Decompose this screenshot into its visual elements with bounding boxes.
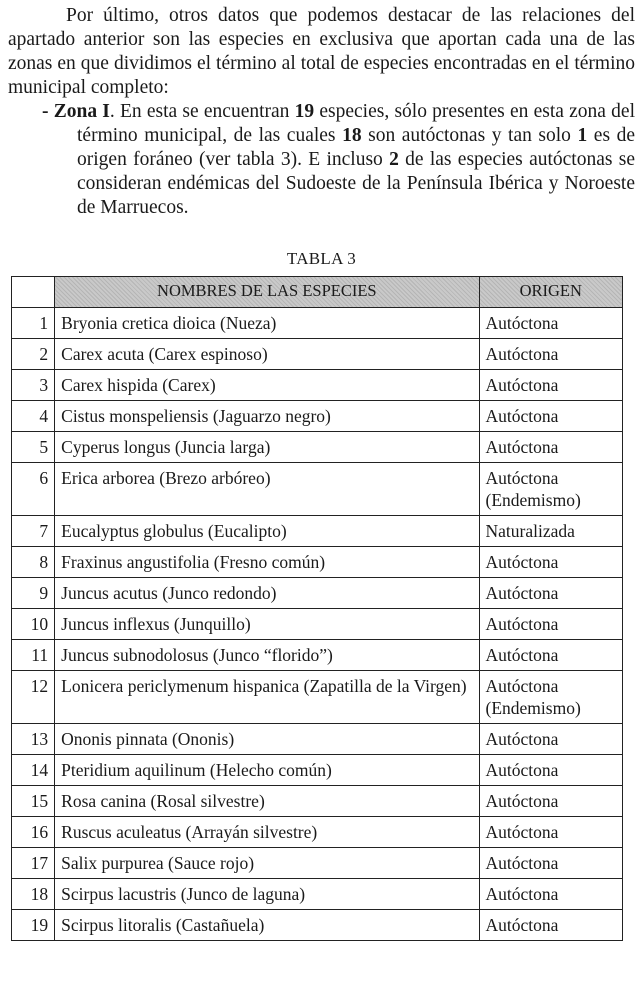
row-number: 2	[12, 339, 55, 370]
species-origin	[479, 879, 622, 910]
species-origin	[479, 786, 622, 817]
table-row	[12, 755, 623, 786]
species-origin	[479, 578, 622, 609]
table-row	[12, 848, 623, 879]
species-name: Scirpus lacustris (Junco de laguna)	[55, 879, 479, 910]
table-row	[12, 724, 623, 755]
zone-text-3: son autóctonas y tan solo	[361, 125, 578, 146]
row-number: 8	[12, 547, 55, 578]
origin-value: Naturalizada	[485, 521, 575, 541]
zone-item	[42, 100, 635, 220]
row-number: 18	[12, 879, 55, 910]
origin-value: Autóctona	[485, 760, 559, 780]
species-table	[11, 276, 623, 941]
header-number	[12, 277, 55, 308]
origin-value: Autóctona	[485, 583, 559, 603]
species-origin	[479, 671, 622, 724]
species-origin	[479, 308, 622, 339]
table-header-row	[12, 277, 623, 308]
species-name: Juncus subnodolosus (Junco “florido”)	[55, 640, 479, 671]
species-name: Pteridium aquilinum (Helecho común)	[55, 755, 479, 786]
row-number: 12	[12, 671, 55, 724]
species-name: Lonicera periclymenum hispanica (Zapatilla de la Virgen)	[55, 671, 479, 724]
table-row	[12, 463, 623, 516]
species-origin	[479, 910, 622, 941]
species-origin	[479, 817, 622, 848]
table-caption: TABLA 3	[286, 249, 357, 268]
species-name: Juncus inflexus (Junquillo)	[55, 609, 479, 640]
species-origin	[479, 401, 622, 432]
species-name: Salix purpurea (Sauce rojo)	[55, 848, 479, 879]
species-name: Rosa canina (Rosal silvestre)	[55, 786, 479, 817]
species-name: Eucalyptus globulus (Eucalipto)	[55, 516, 479, 547]
table-row	[12, 786, 623, 817]
row-number: 19	[12, 910, 55, 941]
zone-text-4: es de origen foráneo (ver tabla 3). E incluso	[77, 125, 635, 170]
row-number: 7	[12, 516, 55, 547]
species-origin	[479, 432, 622, 463]
species-origin	[479, 370, 622, 401]
origin-note: (Endemismo)	[485, 698, 581, 718]
row-number: 10	[12, 609, 55, 640]
table-row	[12, 817, 623, 848]
row-number: 5	[12, 432, 55, 463]
species-origin	[479, 609, 622, 640]
row-number: 1	[12, 308, 55, 339]
row-number: 3	[12, 370, 55, 401]
species-name: Juncus acutus (Junco redondo)	[55, 578, 479, 609]
species-name: Carex hispida (Carex)	[55, 370, 479, 401]
zone-text-1: . En esta se encuentran	[109, 101, 295, 122]
origin-value: Autóctona	[485, 791, 559, 811]
species-origin	[479, 755, 622, 786]
row-number: 11	[12, 640, 55, 671]
table-row	[12, 547, 623, 578]
table-row	[12, 609, 623, 640]
species-origin	[479, 339, 622, 370]
table-row	[12, 339, 623, 370]
header-origin: ORIGEN	[479, 277, 622, 308]
species-name: Ruscus aculeatus (Arrayán silvestre)	[55, 817, 479, 848]
table-row	[12, 516, 623, 547]
species-name: Carex acuta (Carex espinoso)	[55, 339, 479, 370]
intro-paragraph: Por último, otros datos que podemos destacar de las relaciones del apartado anterior son las especies en exclusiva que aportan cada una de las zonas en que dividimos el término al total de especies encontradas en el término municipal completo:	[8, 5, 635, 98]
origin-note: (Endemismo)	[485, 490, 581, 510]
table-row	[12, 671, 623, 724]
table-body	[12, 308, 623, 941]
origin-value: Autóctona	[485, 468, 559, 488]
species-origin	[479, 547, 622, 578]
table-row	[12, 640, 623, 671]
row-number: 16	[12, 817, 55, 848]
row-number: 9	[12, 578, 55, 609]
table-row	[12, 910, 623, 941]
species-origin	[479, 640, 622, 671]
species-origin	[479, 724, 622, 755]
species-origin	[479, 848, 622, 879]
row-number: 13	[12, 724, 55, 755]
origin-value: Autóctona	[485, 406, 559, 426]
species-name: Erica arborea (Brezo arbóreo)	[55, 463, 479, 516]
species-name: Fraxinus angustifolia (Fresno común)	[55, 547, 479, 578]
table-row	[12, 370, 623, 401]
zone-text-2: especies, sólo presentes en esta zona del término municipal, de las cuales	[77, 101, 635, 146]
origin-value: Autóctona	[485, 313, 559, 333]
table-row	[12, 578, 623, 609]
origin-value: Autóctona	[485, 645, 559, 665]
origin-value: Autóctona	[485, 552, 559, 572]
table-row	[12, 879, 623, 910]
header-species: NOMBRES DE LAS ESPECIES	[55, 277, 479, 308]
row-number: 14	[12, 755, 55, 786]
origin-value: Autóctona	[485, 676, 559, 696]
zone-count-endemic: 2	[389, 149, 399, 170]
origin-value: Autóctona	[485, 437, 559, 457]
row-number: 15	[12, 786, 55, 817]
origin-value: Autóctona	[485, 822, 559, 842]
species-origin	[479, 516, 622, 547]
origin-value: Autóctona	[485, 344, 559, 364]
species-name: Scirpus litoralis (Castañuela)	[55, 910, 479, 941]
origin-value: Autóctona	[485, 884, 559, 904]
table-row	[12, 308, 623, 339]
species-origin	[479, 463, 622, 516]
zone-text-5: de las especies autóctonas se consideran endémicas del Sudoeste de la Península Ibérica y Noroeste de Marruecos.	[77, 149, 635, 218]
origin-value: Autóctona	[485, 729, 559, 749]
zone-count-native: 18	[342, 125, 362, 146]
species-name: Cyperus longus (Juncia larga)	[55, 432, 479, 463]
table-row	[12, 432, 623, 463]
row-number: 4	[12, 401, 55, 432]
zone-count-foreign: 1	[577, 125, 588, 146]
species-name: Bryonia cretica dioica (Nueza)	[55, 308, 479, 339]
zone-count-total: 19	[294, 101, 315, 122]
origin-value: Autóctona	[485, 375, 559, 395]
origin-value: Autóctona	[485, 853, 559, 873]
row-number: 6	[12, 463, 55, 516]
species-name: Ononis pinnata (Ononis)	[55, 724, 479, 755]
table-row	[12, 401, 623, 432]
intro-text	[8, 4, 635, 220]
species-name: Cistus monspeliensis (Jaguarzo negro)	[55, 401, 479, 432]
origin-value: Autóctona	[485, 915, 559, 935]
origin-value: Autóctona	[485, 614, 559, 634]
zone-label: - Zona I	[42, 101, 110, 122]
row-number: 17	[12, 848, 55, 879]
